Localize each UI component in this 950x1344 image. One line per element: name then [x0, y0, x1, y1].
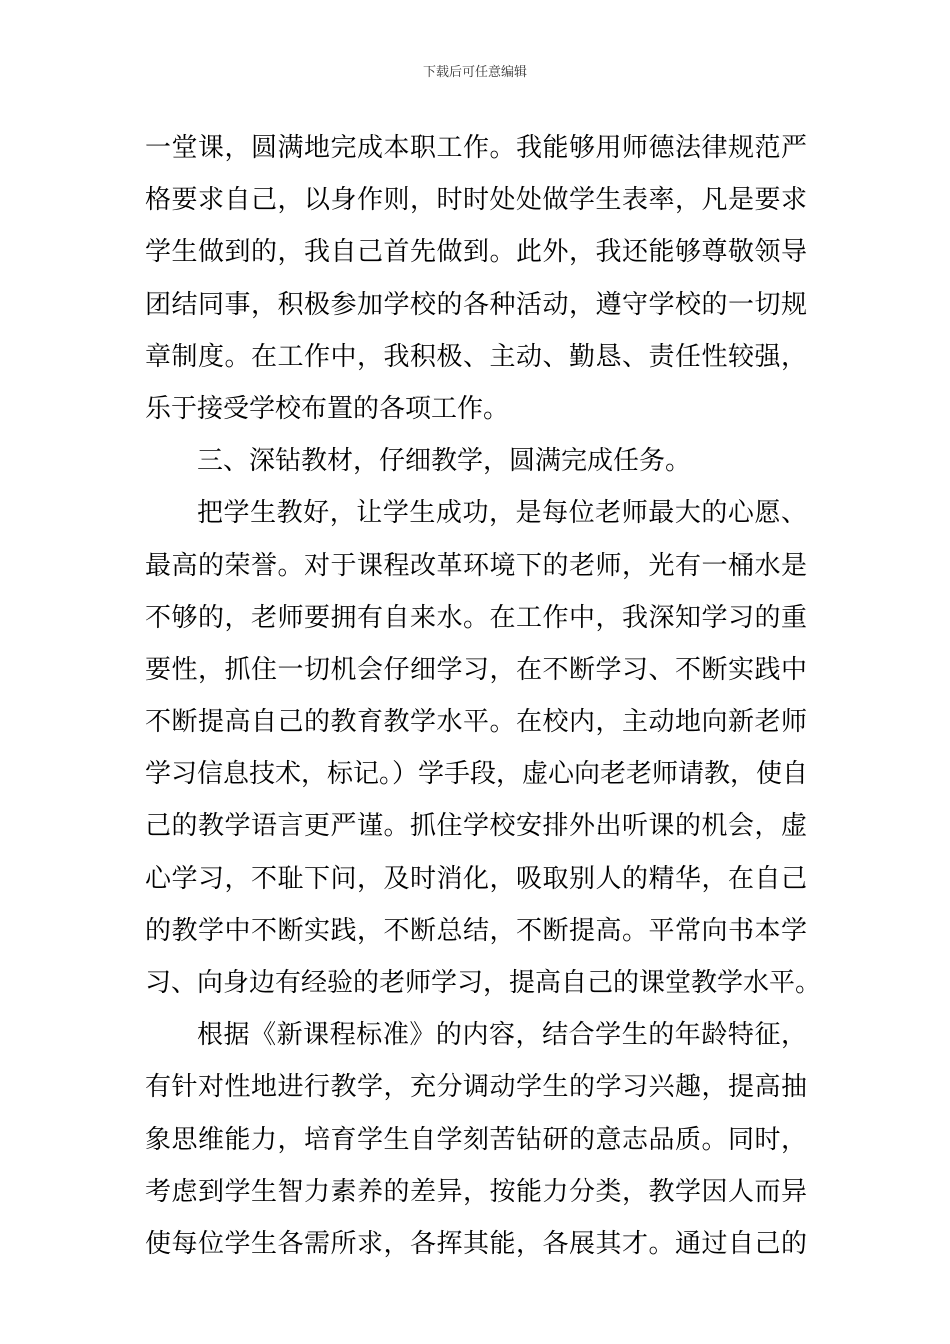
text-line: 己的教学语言更严谨。抓住学校安排外出听课的机会，虚 — [145, 811, 807, 842]
text-line: 学习信息技术，标记。）学手段，虚心向老老师请教，使自 — [145, 759, 809, 790]
text-line: 最高的荣誉。对于课程改革环境下的老师，光有一桶水是 — [145, 550, 807, 581]
text-line: 不断提高自己的教育教学水平。在校内，主动地向新老师 — [145, 707, 807, 738]
text-line: 团结同事，积极参加学校的各种活动，遵守学校的一切规 — [145, 289, 807, 320]
text-line: 章制度。在工作中，我积极、主动、勤恳、责任性较强， — [145, 341, 807, 372]
text-line: 不够的，老师要拥有自来水。在工作中，我深知学习的重 — [145, 602, 807, 633]
section-heading: 三、深钻教材，仔细教学，圆满完成任务。 — [197, 446, 692, 477]
text-line: 格要求自己，以身作则，时时处处做学生表率，凡是要求 — [145, 185, 807, 216]
document-body — [145, 122, 822, 1270]
text-line: 学生做到的，我自己首先做到。此外，我还能够尊敬领导 — [145, 237, 807, 268]
text-line: 象思维能力，培育学生自学刻苦钻研的意志品质。同时， — [145, 1124, 807, 1155]
text-line: 要性，抓住一切机会仔细学习，在不断学习、不断实践中 — [145, 654, 807, 685]
text-line: 考虑到学生智力素养的差异，按能力分类，教学因人而异 — [145, 1176, 807, 1207]
text-line: 使每位学生各需所求，各挥其能，各展其才。通过自己的 — [145, 1228, 807, 1259]
paragraph-first-line: 把学生教好，让学生成功，是每位老师最大的心愿、 — [197, 498, 807, 529]
text-line: 心学习，不耻下问，及时消化，吸取别人的精华，在自己 — [145, 863, 807, 894]
text-line: 有针对性地进行教学，充分调动学生的学习兴趣，提高抽 — [145, 1072, 807, 1103]
text-line: 一堂课，圆满地完成本职工作。我能够用师德法律规范严 — [145, 133, 807, 163]
paragraph-end-line: 乐于接受学校布置的各项工作。 — [145, 393, 510, 424]
text-line: 的教学中不断实践，不断总结，不断提高。平常向书本学 — [145, 915, 807, 946]
page-header: 下载后可任意编辑 — [422, 65, 527, 80]
paragraph-first-line: 根据《新课程标准》的内容，结合学生的年龄特征， — [197, 1020, 807, 1051]
paragraph-end-line: 习、向身边有经验的老师学习，提高自己的课堂教学水平。 — [145, 968, 822, 998]
